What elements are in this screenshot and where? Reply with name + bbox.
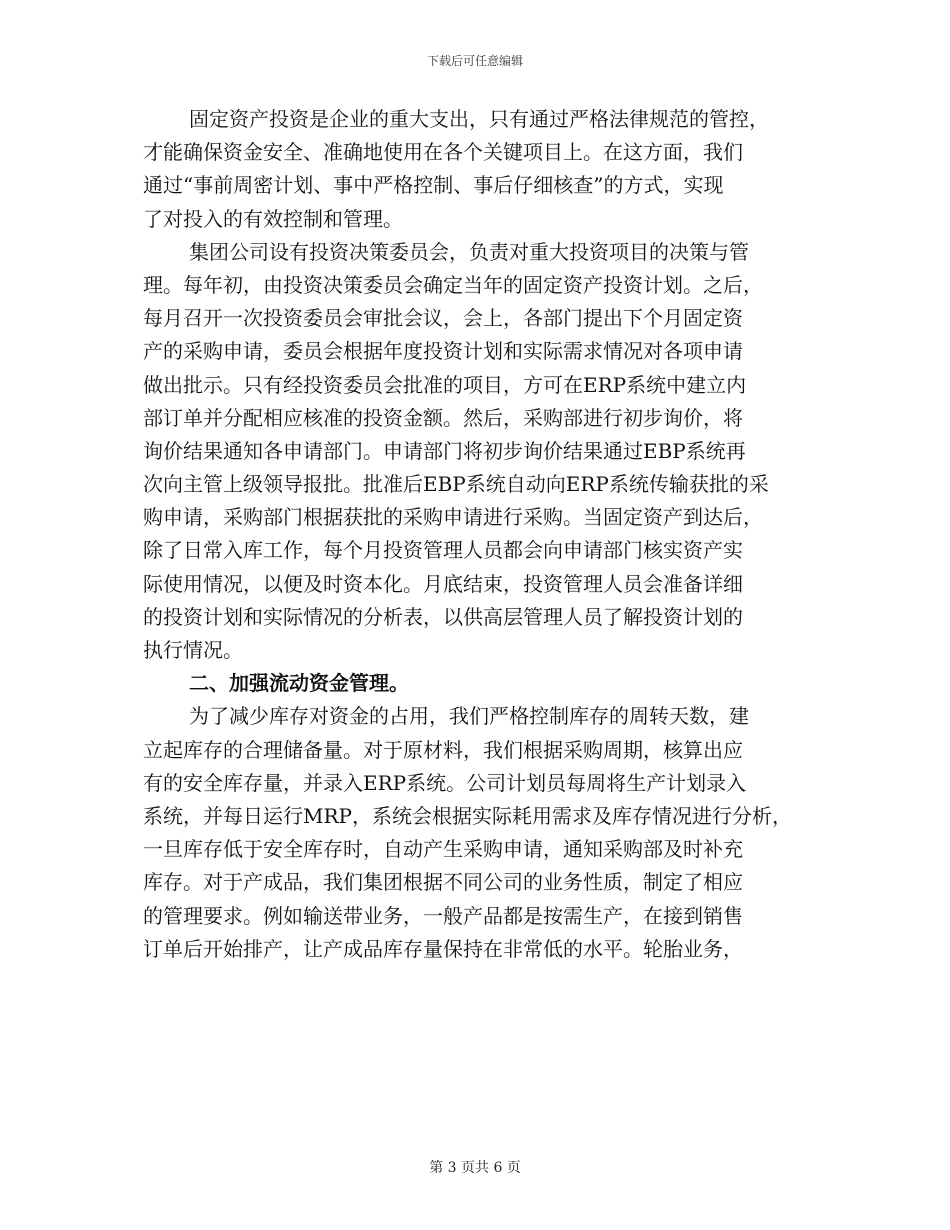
page-header: 下载后可任意编辑 [426, 54, 523, 68]
paragraph-line: 才能确保资金安全、准确地使用在各个关键项目上。在这方面，我们 [143, 140, 743, 165]
paragraph-line: 理。每年初，由投资决策委员会确定当年的固定资产投资计划。之后， [143, 272, 763, 297]
paragraph-line: 系统，并每日运行MRP，系统会根据实际耗用需求及库存情况进行分析， [143, 803, 792, 828]
paragraph-line: 际使用情况，以便及时资本化。月底结束，投资管理人员会准备详细 [143, 571, 743, 596]
page-number: 第 3 页共 6 页 [429, 1160, 521, 1176]
paragraph-line: 集团公司设有投资决策委员会，负责对重大投资项目的决策与管 [189, 239, 749, 264]
paragraph-line: 的管理要求。例如输送带业务，一般产品都是按需生产，在接到销售 [143, 903, 743, 928]
paragraph-line: 除了日常入库工作，每个月投资管理人员都会向申请部门核实资产实 [143, 538, 743, 563]
paragraph-line: 每月召开一次投资委员会审批会议，会上，各部门提出下个月固定资 [143, 306, 743, 331]
paragraph-line: 订单后开始排产，让产成品库存量保持在非常低的水平。轮胎业务， [143, 936, 743, 961]
paragraph-line: 购申请，采购部门根据获批的采购申请进行采购。当固定资产到达后， [143, 505, 763, 530]
paragraph-line: 次向主管上级领导报批。批准后EBP系统自动向ERP系统传输获批的采 [143, 472, 769, 497]
paragraph-line: 做出批示。只有经投资委员会批准的项目，方可在ERP系统中建立内 [143, 372, 747, 397]
section-heading: 二、加强流动资金管理。 [189, 671, 409, 696]
paragraph-line: 有的安全库存量，并录入ERP系统。公司计划员每周将生产计划录入 [143, 770, 747, 795]
paragraph-line: 部订单并分配相应核准的投资金额。然后，采购部进行初步询价，将 [143, 405, 743, 430]
paragraph-line: 立起库存的合理储备量。对于原材料，我们根据采购周期，核算出应 [143, 737, 743, 762]
paragraph-line: 库存。对于产成品，我们集团根据不同公司的业务性质，制定了相应 [143, 870, 743, 895]
paragraph-line: 通过“事前周密计划、事中严格控制、事后仔细核查”的方式，实现 [143, 173, 724, 198]
paragraph-line: 的投资计划和实际情况的分析表，以供高层管理人员了解投资计划的 [143, 604, 743, 629]
paragraph-line: 产的采购申请，委员会根据年度投资计划和实际需求情况对各项申请 [143, 339, 743, 364]
paragraph-line: 为了减少库存对资金的占用，我们严格控制库存的周转天数，建 [189, 704, 749, 729]
paragraph-line: 了对投入的有效控制和管理。 [143, 206, 403, 231]
paragraph-line: 一旦库存低于安全库存时，自动产生采购申请，通知采购部及时补充 [143, 837, 743, 862]
paragraph-line: 询价结果通知各申请部门。申请部门将初步询价结果通过EBP系统再 [143, 438, 746, 463]
paragraph-line: 固定资产投资是企业的重大支出，只有通过严格法律规范的管控， [189, 107, 769, 131]
paragraph-line: 执行情况。 [143, 638, 243, 662]
document-body [143, 103, 815, 966]
